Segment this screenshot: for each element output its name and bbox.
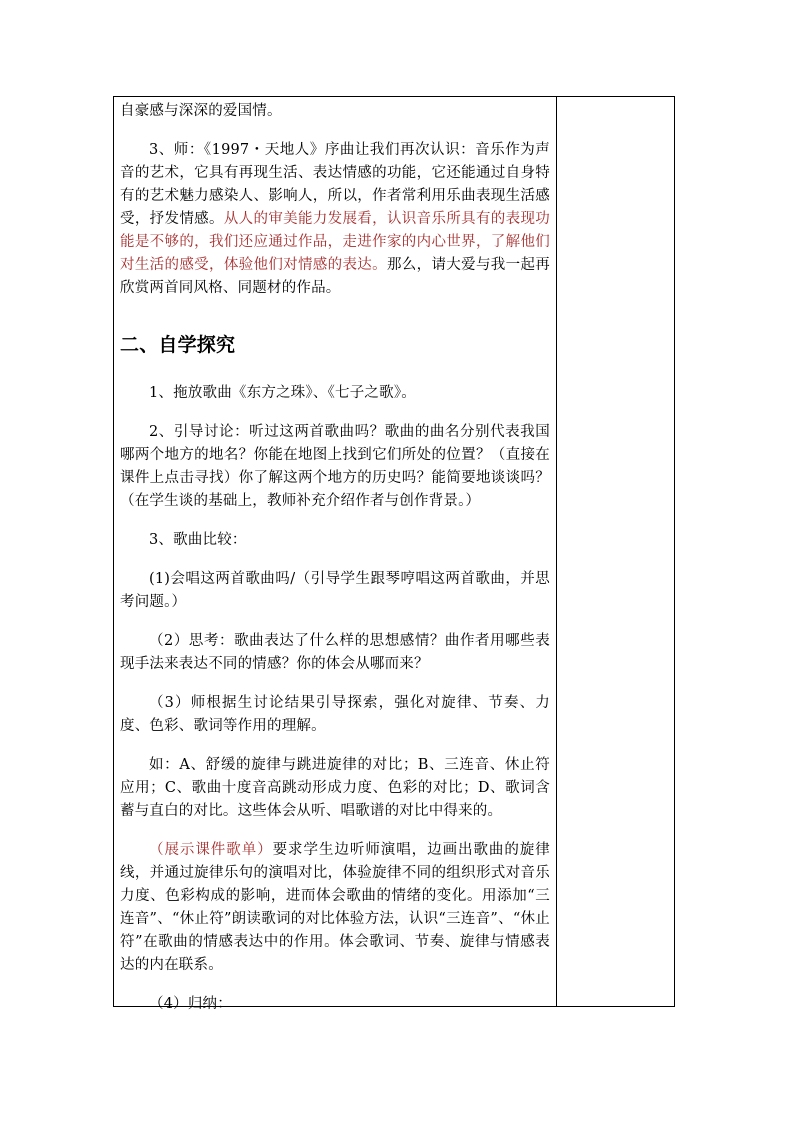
- example-paragraph: 如：A、舒缓的旋律与跳进旋律的对比；B、三连音、休止符应用；C、歌曲十度音高跳动形成力度、色彩的对比；D、歌词含蓄与直白的对比。这些体会从听、唱歌谱的对比中得来的。: [120, 757, 550, 819]
- paragraph-3-highlight: 从人的审美能力发展看，认识音乐所具有的表现功能是不够的，我们还应通过作品，走进作家的内心世界，了解他们对生活的感受，体验他们对情感的表达。: [120, 211, 550, 273]
- item-1: 1、拖放歌曲《东方之珠》、《七子之歌》。: [149, 385, 416, 401]
- sub-item-2: （2）思考：歌曲表达了什么样的思想感情？曲作者用哪些表现手法来表达不同的情感？你的体会从哪而来？: [120, 633, 550, 672]
- item-2: 2、引导讨论：听过这两首歌曲吗？歌曲的曲名分别代表我国哪两个地方的地名？你能在地图上找到它们所处的位置？（直接在课件上点击寻找）你了解这两个地方的历史吗？能简要地谈谈吗？（在学生谈的基础上，教师补充介绍作者与创作背景。）: [120, 424, 550, 509]
- table-column-divider: [556, 96, 557, 1007]
- sub-item-4: （4）归纳：: [149, 996, 232, 1012]
- sub-item-3: （3）师根据生讨论结果引导探索，强化对旋律、节奏、力度、色彩、歌词等作用的理解。: [120, 695, 550, 734]
- paragraph-3-main: 3、师：《1997・天地人》序曲让我们再次认识：音乐作为声音的艺术，它具有再现生活、表达情感的功能，它还能通过自身特有的艺术魅力感染人、影响人，所以，作者常利用乐曲表现生活感受，抒发情感。: [120, 142, 550, 227]
- courseware-paragraph: [120, 839, 550, 977]
- intro-end-text: 自豪感与深深的爱国情。: [120, 103, 282, 119]
- paragraph-3-tail: 那么，请大爱与我一起再欣赏两首同风格、同题材的作品。: [120, 257, 550, 296]
- courseware-highlight: （展示课件歌单）: [149, 842, 273, 858]
- item-3: 3、歌曲比较：: [149, 532, 247, 548]
- lesson-content-cell: [120, 97, 550, 1016]
- sub-item-1: (1)会唱这两首歌曲吗/（引导学生跟琴哼唱这两首歌曲，并思考问题。）: [120, 571, 550, 610]
- courseware-text: 要求学生边听师演唱，边画出歌曲的旋律线，并通过旋律乐句的演唱对比，体验旋律不同的组织形式对音乐力度、色彩构成的影响，进而体会歌曲的情绪的变化。用添加“三连音”、“休止符”朗读歌词的对比体验方法，认识“三连音”、“休止符”在歌曲的情感表达中的作用。体会歌词、节奏、旋律与情感表达的内在联系。: [120, 842, 550, 973]
- paragraph-3: [120, 139, 550, 300]
- section-heading: 二、自学探究: [120, 334, 236, 356]
